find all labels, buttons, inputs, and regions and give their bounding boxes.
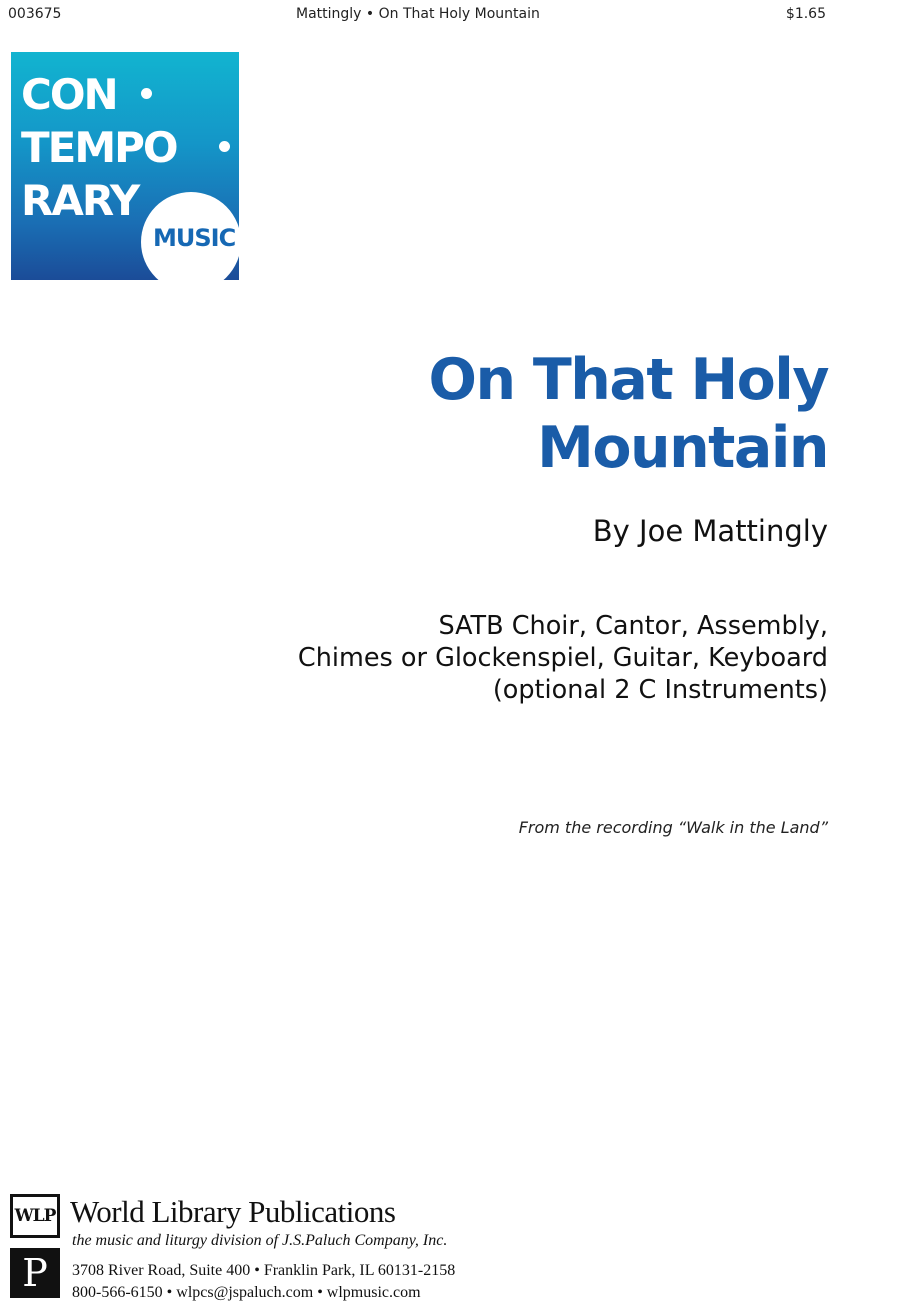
logo-badge-text: MUSIC	[153, 224, 236, 252]
logo-line-3: RARY	[21, 176, 139, 225]
publisher-address: 3708 River Road, Suite 400 • Franklin Park, IL 60131-2158	[72, 1262, 456, 1279]
logo-line-2: TEMPO	[21, 123, 177, 172]
wlp-logo-icon: WLP	[10, 1194, 60, 1238]
publisher-contact: 800-566-6150 • wlpcs@jspaluch.com • wlpmusic.com	[72, 1284, 421, 1301]
jspaluch-logo-icon: P	[10, 1248, 60, 1298]
title-line-2: Mountain	[537, 415, 828, 481]
contemporary-music-logo	[11, 52, 239, 280]
publisher-name: World Library Publications	[70, 1194, 396, 1229]
recording-note: From the recording “Walk in the Land”	[518, 818, 828, 837]
logo-line-1: CON	[21, 70, 117, 119]
page-title	[429, 346, 828, 482]
instrumentation-line: Chimes or Glockenspiel, Guitar, Keyboard	[297, 643, 828, 673]
logo-dot-icon	[141, 88, 152, 99]
price: $1.65	[785, 6, 826, 22]
running-title: Mattingly • On That Holy Mountain	[296, 6, 540, 22]
logo-dot-icon	[219, 141, 230, 152]
instrumentation-line: SATB Choir, Cantor, Assembly,	[438, 611, 828, 641]
author-credit: By Joe Mattingly	[592, 514, 828, 548]
instrumentation-line: (optional 2 C Instruments)	[492, 675, 828, 705]
publisher-tagline: the music and liturgy division of J.S.Paluch Company, Inc.	[72, 1232, 448, 1249]
title-line-1: On That Holy	[428, 347, 828, 413]
catalog-number: 003675	[8, 6, 62, 22]
instrumentation	[298, 610, 828, 706]
